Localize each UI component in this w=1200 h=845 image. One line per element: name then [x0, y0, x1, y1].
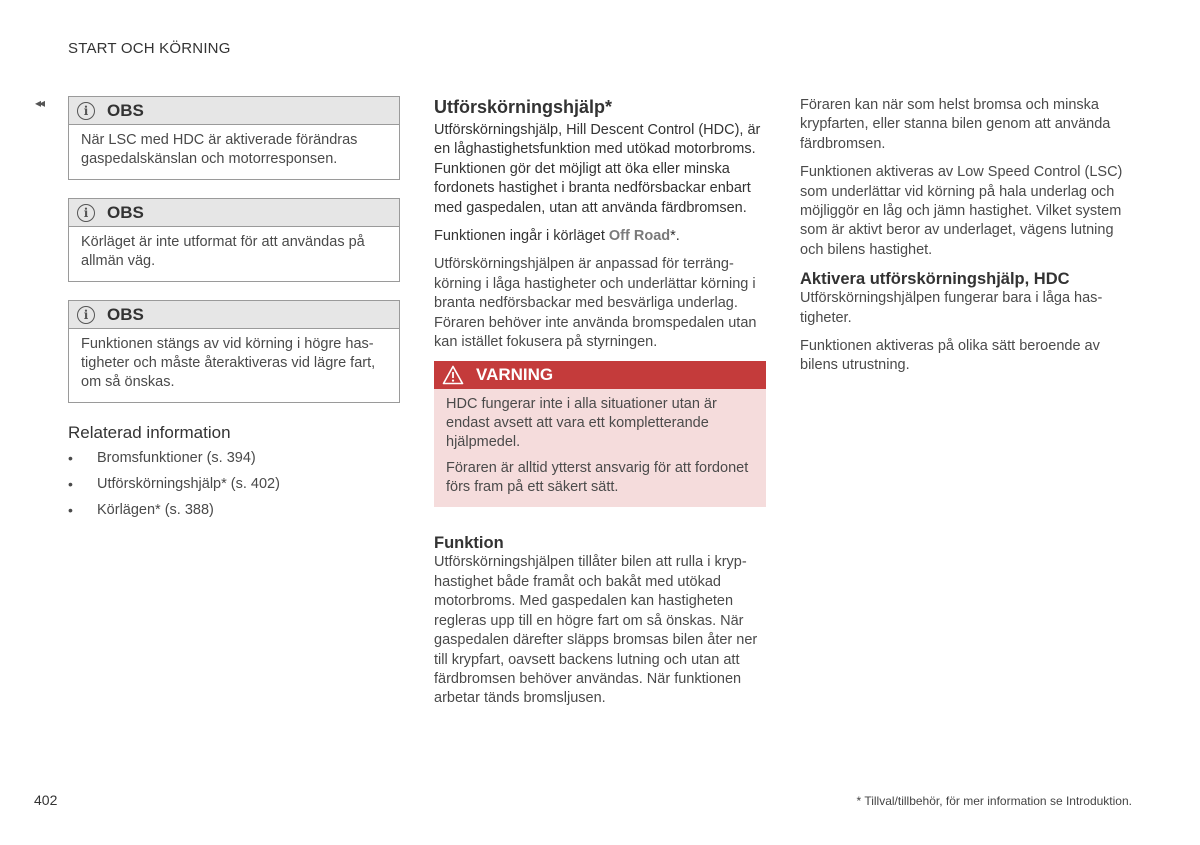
intro-paragraph: Utförskörningshjälp, Hill Descent Control (HDC), är en låghastighetsfunktion med utökad motorbroms. Funktionen gör det möjligt att öka eller minska fordonets hastighet i branta nedförsbackar enbart med gaspedalen, utan att använda färdbromsen. — [434, 122, 761, 216]
info-icon: i — [77, 102, 95, 120]
bullet: • — [68, 450, 73, 466]
brake-paragraph: Föraren kan när som helst bromsa och minska krypfarten, eller stanna bilen genom att använda färdbromsen. — [800, 97, 1111, 152]
mode-prefix: Funktionen ingår i körläget — [434, 228, 609, 245]
mode-name: Off Road — [608, 228, 671, 245]
middle-column — [434, 96, 766, 718]
note-title: OBS — [107, 202, 144, 222]
activate-title: Aktivera utförskörningshjälp, HDC — [800, 270, 1070, 289]
terrain-paragraph: Utförskörningshjälpen är anpassad för terrängkörning i låga hastigheter och underlättar körning i branta nedförsbackar med besvärliga underlag. Föraren behöver inte använda bromspedalen utan kan istället fokusera på styrningen. — [434, 256, 757, 351]
note-box — [68, 300, 400, 403]
info-icon: i — [77, 204, 95, 222]
related-link[interactable]: Bromsfunktioner (s. 394) — [97, 450, 256, 466]
related-info-list — [68, 445, 400, 523]
right-column — [800, 96, 1132, 385]
note-title: OBS — [107, 304, 144, 324]
bullet: • — [68, 476, 73, 492]
bullet: • — [68, 502, 73, 518]
mode-suffix: *. — [670, 228, 680, 245]
funktion-title: Funktion — [434, 534, 504, 553]
page-header: START OCH KÖRNING — [68, 40, 231, 57]
lsc-paragraph: Funktionen aktiveras av Low Speed Control (LSC) som underlättar vid körning på hala underlag och möjliggör en låg och jämn hastighet. Vilket system som är aktivt beror av underlaget, vägens lutning och bilens hastighet. — [800, 164, 1123, 258]
note-box — [68, 198, 400, 282]
warning-header — [434, 361, 766, 389]
note-text: Körläget är inte utformat för att användas på allmän väg. — [81, 234, 365, 269]
note-title: OBS — [107, 100, 144, 120]
equipment-paragraph: Funktionen aktiveras på olika sätt beroende av bilens utrustning. — [800, 338, 1100, 374]
warning-triangle-icon — [442, 365, 464, 385]
left-column — [68, 96, 400, 523]
warning-body — [434, 389, 766, 507]
funktion-paragraph: Utförskörningshjälpen tillåter bilen att rulla i kryphastighet både framåt och bakåt med utökad motorbroms. Med gaspedalen kan hastigheten regleras upp till en högre fart om så önskas. När gaspedalen därefter släpps bromsas bilen åter ner till krypfart, oavsett backens lutning och utan att färdbromsen behöver användas. När funktionen arbetar tänds bromsljusen. — [434, 554, 758, 707]
footnote: * Tillval/tillbehör, för mer information se Introduktion. — [856, 794, 1132, 808]
info-icon: i — [77, 306, 95, 324]
note-header — [69, 97, 399, 125]
warning-text: HDC fungerar inte i alla situationer utan är endast avsett att vara ett kompletterande hjälpmedel. — [446, 396, 717, 451]
related-link[interactable]: Körlägen* (s. 388) — [97, 502, 214, 518]
note-text: När LSC med HDC är aktiverade förändras gaspedalskänslan och motorresponsen. — [81, 132, 358, 167]
warning-box — [434, 361, 766, 507]
note-box — [68, 96, 400, 180]
related-info-title: Relaterad information — [68, 423, 231, 442]
activate-paragraph: Utförskörningshjälpen fungerar bara i låga hastigheter. — [800, 290, 1103, 326]
related-info-item[interactable] — [68, 471, 400, 497]
note-header — [69, 301, 399, 329]
note-text: Funktionen stängs av vid körning i högre hastigheter och måste återaktiveras vid lägre fart, om så önskas. — [81, 336, 376, 390]
warning-text: Föraren är alltid ytterst ansvarig för att fordonet förs fram på ett säkert sätt. — [446, 460, 749, 496]
note-header — [69, 199, 399, 227]
related-info-item[interactable] — [68, 445, 400, 471]
warning-title: VARNING — [476, 365, 554, 385]
related-link[interactable]: Utförskörningshjälp* (s. 402) — [97, 476, 280, 492]
mode-paragraph — [434, 227, 766, 246]
section-title: Utförskörningshjälp* — [434, 97, 613, 117]
back-arrows-icon[interactable]: ◂◂ — [35, 96, 44, 110]
related-info-item[interactable] — [68, 497, 400, 523]
page-number: 402 — [34, 792, 58, 808]
